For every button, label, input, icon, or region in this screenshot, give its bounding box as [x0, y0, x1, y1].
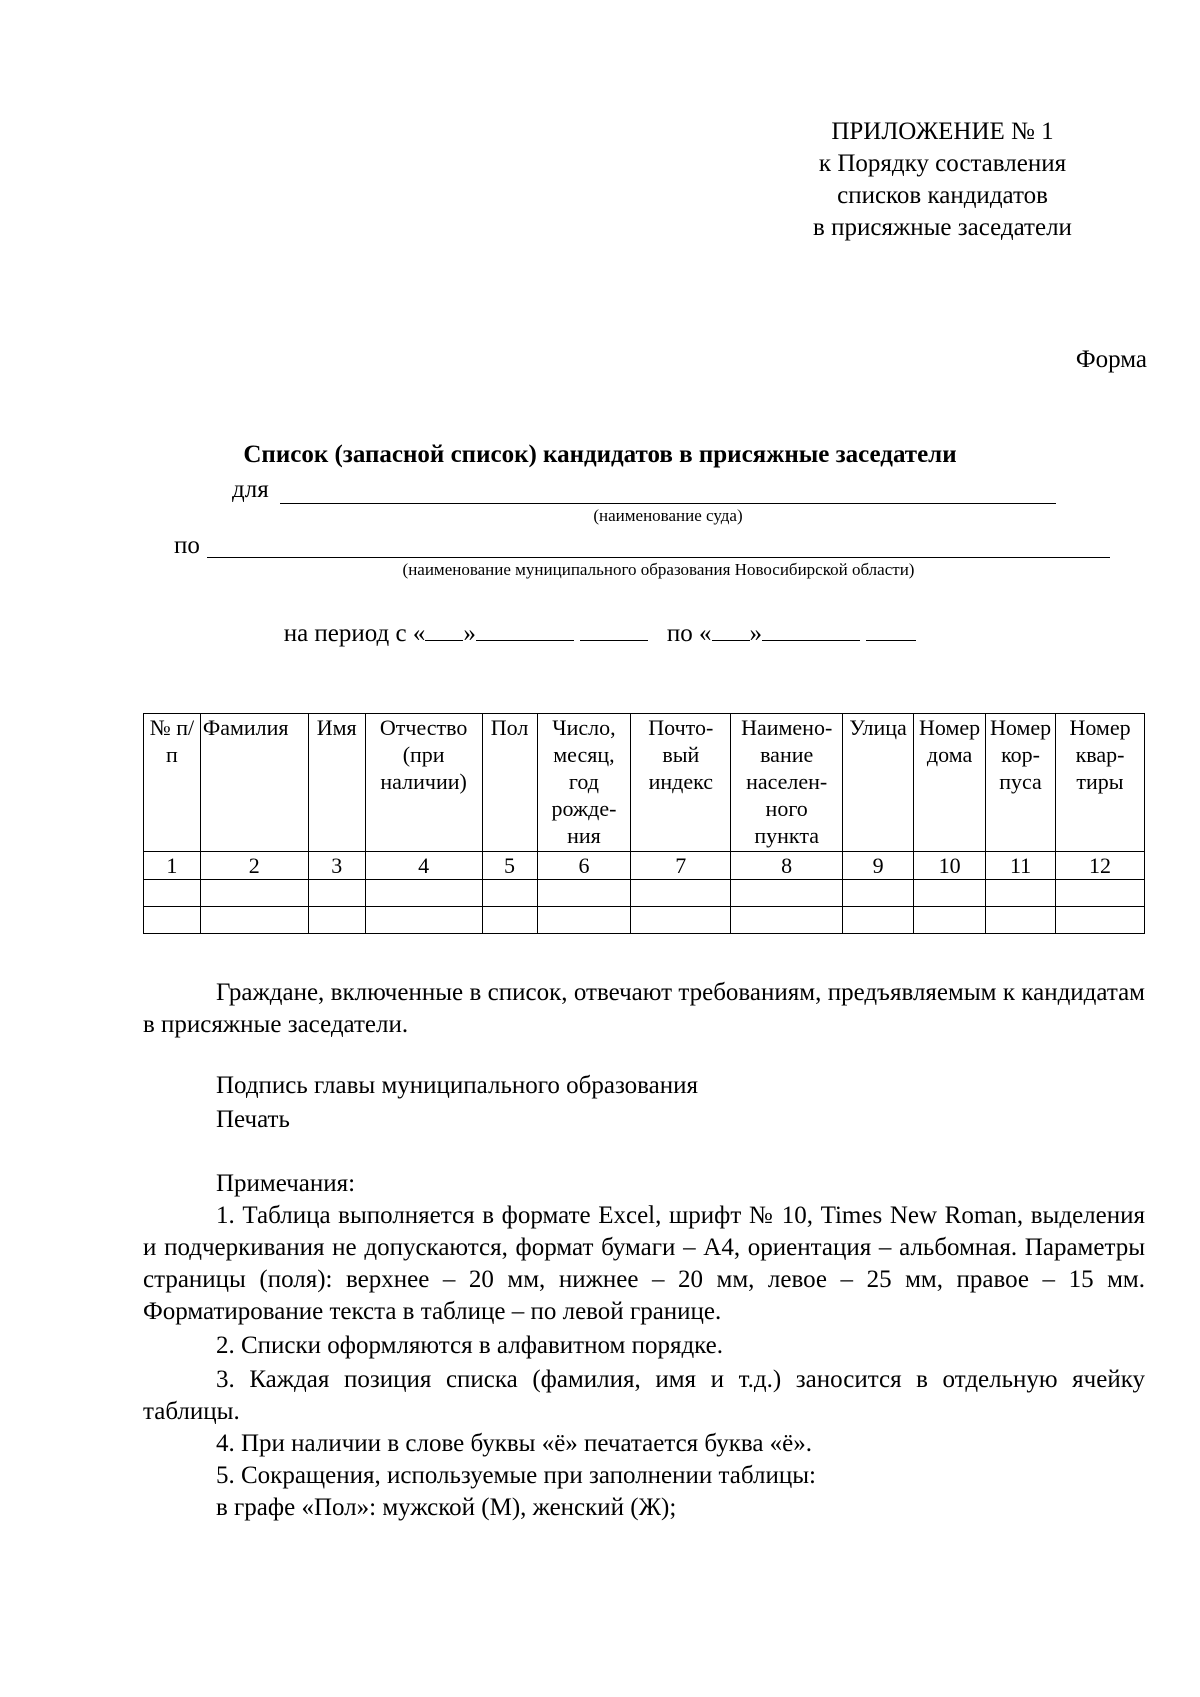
for-label: для	[232, 476, 269, 503]
table-cell[interactable]	[537, 880, 631, 907]
header-cell: Номер квар-тиры	[1056, 714, 1145, 852]
column-number: 1	[144, 852, 201, 880]
column-number: 5	[482, 852, 537, 880]
period-mid-2: »	[749, 620, 763, 647]
municipality-name-field[interactable]	[207, 557, 1110, 558]
table-header-row	[144, 714, 1145, 852]
table-cell[interactable]	[986, 907, 1056, 934]
period-end-year-field[interactable]	[866, 622, 916, 641]
column-number: 6	[537, 852, 631, 880]
table-cell[interactable]	[631, 880, 731, 907]
notes-heading: Примечания:	[216, 1170, 356, 1197]
table-cell[interactable]	[843, 907, 914, 934]
header-cell: Наимено-вание населен-ного пункта	[731, 714, 843, 852]
table-number-row	[144, 852, 1145, 880]
period-start-month-field[interactable]	[476, 622, 574, 641]
header-cell: Почто-вый индекс	[631, 714, 731, 852]
header-cell: Имя	[308, 714, 365, 852]
table-cell[interactable]	[200, 880, 308, 907]
header-cell: Улица	[843, 714, 914, 852]
table-cell[interactable]	[365, 907, 482, 934]
table-cell[interactable]	[914, 880, 986, 907]
appendix-header	[760, 116, 1125, 244]
column-number: 9	[843, 852, 914, 880]
column-number: 2	[200, 852, 308, 880]
municipality-caption: (наименование муниципального образования Новосибирской области)	[402, 560, 915, 579]
table-cell[interactable]	[537, 907, 631, 934]
note-1: 1. Таблица выполняется в формате Excel, шрифт № 10, Times New Roman, выделения и подчеркивания не допускаются, формат бумаги – А4, ориентация – альбомная. Параметры страницы (поля): верхнее – 20 мм, нижнее – 20 мм, левое – 25 мм, правое – 15 мм. Форматирование текста в таблице – по левой границе.	[143, 1202, 1145, 1325]
court-name-field[interactable]	[280, 503, 1056, 504]
note-2: 2. Списки оформляются в алфавитном порядке.	[216, 1332, 724, 1359]
column-number: 4	[365, 852, 482, 880]
column-number: 8	[731, 852, 843, 880]
period-by: по «	[666, 620, 712, 647]
table-cell[interactable]	[1056, 907, 1145, 934]
table-cell[interactable]	[308, 907, 365, 934]
period-start-day-field[interactable]	[425, 622, 463, 641]
column-number: 11	[986, 852, 1056, 880]
header-cell: Номер дома	[914, 714, 986, 852]
table-cell[interactable]	[731, 907, 843, 934]
signature-line: Подпись главы муниципального образования	[216, 1072, 699, 1099]
header-cell: № п/п	[144, 714, 201, 852]
table-cell[interactable]	[1056, 880, 1145, 907]
table-cell[interactable]	[200, 907, 308, 934]
table-cell[interactable]	[482, 907, 537, 934]
header-cell: Фамилия	[200, 714, 308, 852]
court-caption: (наименование суда)	[593, 506, 743, 525]
note-3: 3. Каждая позиция списка (фамилия, имя и т.д.) заносится в отдельную ячейку таблицы.	[143, 1366, 1145, 1425]
period-end-day-field[interactable]	[712, 622, 750, 641]
header-cell: Число, месяц, год рожде-ния	[537, 714, 631, 852]
table-cell[interactable]	[144, 907, 201, 934]
table-cell[interactable]	[631, 907, 731, 934]
table-row	[144, 907, 1145, 934]
note-5a: в графе «Пол»: мужской (М), женский (Ж);	[216, 1494, 677, 1521]
table-cell[interactable]	[308, 880, 365, 907]
appendix-line-4: в присяжные заседатели	[813, 214, 1072, 241]
table-cell[interactable]	[986, 880, 1056, 907]
period-mid-1: »	[463, 620, 476, 647]
header-cell: Номер кор-пуса	[986, 714, 1056, 852]
column-number: 12	[1056, 852, 1145, 880]
compliance-statement: Граждане, включенные в список, отвечают требованиям, предъявляемым к кандидатам в присяжные заседатели.	[143, 979, 1145, 1038]
header-cell: Отчество (при наличии)	[365, 714, 482, 852]
table-row	[144, 880, 1145, 907]
table-cell[interactable]	[365, 880, 482, 907]
candidates-table	[143, 713, 1145, 934]
form-label: Форма	[1075, 346, 1147, 373]
column-number: 3	[308, 852, 365, 880]
table-cell[interactable]	[731, 880, 843, 907]
by-label: по	[174, 532, 200, 559]
appendix-line-1: ПРИЛОЖЕНИЕ № 1	[831, 118, 1054, 145]
table-cell[interactable]	[482, 880, 537, 907]
column-number: 10	[914, 852, 986, 880]
period-end-month-field[interactable]	[762, 622, 860, 641]
appendix-line-3: списков кандидатов	[837, 182, 1048, 209]
note-5: 5. Сокращения, используемые при заполнении таблицы:	[216, 1462, 816, 1489]
table-cell[interactable]	[914, 907, 986, 934]
period-line	[0, 620, 1200, 648]
period-prefix: на период с «	[283, 620, 426, 647]
column-number: 7	[631, 852, 731, 880]
note-4: 4. При наличии в слове буквы «ё» печатается буква «ё».	[216, 1430, 813, 1457]
period-start-year-field[interactable]	[580, 622, 648, 641]
appendix-line-2: к Порядку составления	[818, 150, 1067, 177]
header-cell: Пол	[482, 714, 537, 852]
table-cell[interactable]	[843, 880, 914, 907]
document-title: Список (запасной список) кандидатов в присяжные заседатели	[243, 441, 957, 468]
stamp-line: Печать	[216, 1106, 290, 1133]
table-cell[interactable]	[144, 880, 201, 907]
